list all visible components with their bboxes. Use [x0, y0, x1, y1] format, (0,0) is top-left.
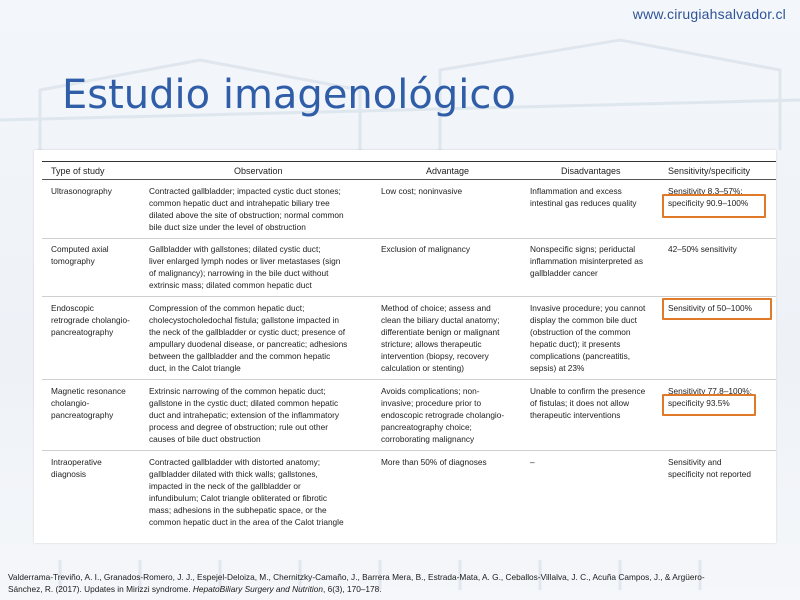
cell-line: extrinsic mass; dilated common hepatic duct	[149, 280, 312, 290]
cell-line: Invasive procedure; you cannot	[530, 303, 646, 313]
site-url: www.cirugiahsalvador.cl	[632, 6, 786, 22]
cell-line: Sensitivity and	[668, 457, 722, 467]
column-header-advantage: Advantage	[426, 166, 470, 176]
cell-line: Intraoperative	[51, 457, 102, 467]
cell-line: Avoids complications; non-	[381, 386, 480, 396]
cell-line: Low cost; noninvasive	[381, 186, 463, 196]
cell-line: endoscopic retrograde cholangio-	[381, 410, 505, 420]
cell-line: calculation or stenting)	[381, 363, 465, 373]
cell-line: pancreatography	[51, 327, 114, 337]
cell-line: gallbladder dilated with thick walls; gallstones,	[149, 469, 318, 479]
citation-authors-title: Sánchez, R. (2017). Updates in Mirizzi syndrome.	[8, 584, 193, 594]
row-disadvantages-cell	[530, 385, 664, 421]
cell-line: liver enlarged lymph nodes or liver metastases (sign	[149, 256, 341, 266]
cell-line: Sensitivity 8.3–57%;	[668, 186, 743, 196]
row-observation-cell	[149, 302, 375, 374]
row-advantage-cell	[381, 185, 527, 197]
reference-citation	[8, 571, 792, 595]
row-disadvantages-cell	[530, 456, 664, 468]
cell-line: Exclusion of malignancy	[381, 244, 471, 254]
row-advantage-cell	[381, 385, 527, 445]
cell-line: Sensitivity of 50–100%	[668, 303, 752, 313]
cell-line: pancreatography	[51, 410, 114, 420]
cell-line: Contracted gallbladder with distorted anatomy;	[149, 457, 321, 467]
cell-line: Compression of the common hepatic duct;	[149, 303, 305, 313]
citation-volume-pages: , 6(3), 170–178.	[322, 584, 382, 594]
row-observation-cell	[149, 185, 375, 233]
cell-line: duct, in the Calot triangle	[149, 363, 241, 373]
cell-line: pancreatography choice;	[381, 422, 472, 432]
row-disadvantages-cell	[530, 302, 664, 374]
cell-line: gallstone in the cystic duct; dilated common hepatic	[149, 398, 339, 408]
row-observation-cell	[149, 243, 375, 291]
row-divider	[42, 296, 776, 297]
cell-line: Endoscopic	[51, 303, 94, 313]
row-type-cell	[51, 243, 141, 267]
column-header-disadvantages: Disadvantages	[561, 166, 621, 176]
row-divider	[42, 450, 776, 451]
cell-line: ampullary duodenal disease, or pancreatic; adhesions	[149, 339, 348, 349]
cell-line: intervention (biopsy, recovery	[381, 351, 489, 361]
cell-line: differentiate benign or malignant	[381, 327, 500, 337]
cell-line: bile duct size under the level of obstruction	[149, 222, 306, 232]
cell-line: Unable to confirm the presence	[530, 386, 646, 396]
row-observation-cell	[149, 456, 375, 528]
cell-line: the neck of the gallbladder or cystic duct; presence of	[149, 327, 346, 337]
cell-line: diagnosis	[51, 469, 87, 479]
row-disadvantages-cell	[530, 185, 664, 209]
cell-line: inflammation misinterpreted as	[530, 256, 643, 266]
cell-line: therapeutic interventions	[530, 410, 621, 420]
highlight-box	[662, 298, 772, 320]
row-divider	[42, 379, 776, 380]
row-observation-cell	[149, 385, 375, 445]
cell-line: clean the biliary ductal anatomy;	[381, 315, 500, 325]
cell-line: –	[530, 457, 535, 467]
cell-line: of fistulas; it does not allow	[530, 398, 630, 408]
cell-line: complications (pancreatitis,	[530, 351, 631, 361]
cell-line: impacted in the neck of the gallbladder or	[149, 481, 301, 491]
cell-line: common hepatic duct and intrahepatic biliary tree	[149, 198, 330, 208]
row-sensitivity-cell	[668, 243, 778, 255]
cell-line: mass; adhesions in the subhepatic space, or the	[149, 505, 327, 515]
citation-line-2	[8, 583, 792, 595]
cell-line: (obstruction of the common	[530, 327, 631, 337]
row-advantage-cell	[381, 456, 527, 468]
cell-line: intestinal gas reduces quality	[530, 198, 637, 208]
row-type-cell	[51, 185, 141, 197]
cell-line: retrograde cholangio-	[51, 315, 130, 325]
row-disadvantages-cell	[530, 243, 664, 279]
cell-line: 42–50% sensitivity	[668, 244, 737, 254]
cell-line: Method of choice; assess and	[381, 303, 491, 313]
cell-line: display the common bile duct	[530, 315, 637, 325]
citation-line-1: Valderrama-Treviño, A. I., Granados-Romero, J. J., Espejel-Deloiza, M., Chernitzky-Camaño, J., Barrera Mera, B., Estrada-Mata, A. G., Ceballos-Villalva, J. C., Acuña Campos, J., & Argüero-	[8, 572, 705, 582]
row-advantage-cell	[381, 243, 527, 255]
cell-line: invasive; procedure prior to	[381, 398, 482, 408]
cell-line: Extrinsic narrowing of the common hepatic duct;	[149, 386, 326, 396]
cell-line: common hepatic duct in the area of the Calot triangle	[149, 517, 344, 527]
cell-line: Gallbladder with gallstones; dilated cystic duct;	[149, 244, 321, 254]
cell-line: Nonspecific signs; periductal	[530, 244, 636, 254]
cell-line: cholangio-	[51, 398, 90, 408]
row-divider	[42, 238, 776, 239]
row-type-cell	[51, 456, 141, 480]
cell-line: duct and intrahepatic; extension of the inflammatory	[149, 410, 340, 420]
cell-line: Ultrasonography	[51, 186, 112, 196]
cell-line: Computed axial	[51, 244, 109, 254]
column-header-observation: Observation	[234, 166, 283, 176]
cell-line: cholecystocholedochal fistula; gallstone impacted in	[149, 315, 340, 325]
cell-line: Sensitivity 77.8–100%;	[668, 386, 752, 396]
column-header-sensitivity: Sensitivity/specificity	[668, 166, 751, 176]
cell-line: stricture; allows therapeutic	[381, 339, 482, 349]
cell-line: Inflammation and excess	[530, 186, 622, 196]
column-header-type: Type of study	[51, 166, 105, 176]
cell-line: causes of bile duct obstruction	[149, 434, 261, 444]
row-advantage-cell	[381, 302, 527, 374]
cell-line: corroborating malignancy	[381, 434, 475, 444]
cell-line: specificity 93.5%	[668, 398, 730, 408]
cell-line: of malignancy); narrowing in the bile duct without	[149, 268, 329, 278]
table-top-rule	[42, 161, 776, 162]
row-sensitivity-cell	[668, 456, 778, 480]
highlight-box	[662, 194, 766, 218]
cell-line: specificity 90.9–100%	[668, 198, 749, 208]
cell-line: Magnetic resonance	[51, 386, 126, 396]
cell-line: hepatic duct); it presents	[530, 339, 621, 349]
cell-line: dilated above the site of obstruction; normal common	[149, 210, 344, 220]
highlight-box	[662, 394, 756, 416]
slide-title: Estudio imagenológico	[62, 72, 516, 118]
cell-line: specificity not reported	[668, 469, 752, 479]
cell-line: More than 50% of diagnoses	[381, 457, 487, 467]
comparison-table	[34, 150, 776, 543]
cell-line: process and degree of obstruction; rule out other	[149, 422, 328, 432]
cell-line: gallbladder cancer	[530, 268, 598, 278]
cell-line: tomography	[51, 256, 95, 266]
cell-line: Contracted gallbladder; impacted cystic duct stones;	[149, 186, 341, 196]
cell-line: sepsis) at 23%	[530, 363, 585, 373]
cell-line: between the gallbladder and the common hepatic	[149, 351, 331, 361]
citation-journal: HepatoBiliary Surgery and Nutrition	[192, 584, 323, 594]
row-type-cell	[51, 385, 141, 421]
cell-line: infundibulum; Calot triangle obliterated or fibrotic	[149, 493, 328, 503]
row-type-cell	[51, 302, 141, 338]
table-header-rule	[42, 179, 776, 180]
